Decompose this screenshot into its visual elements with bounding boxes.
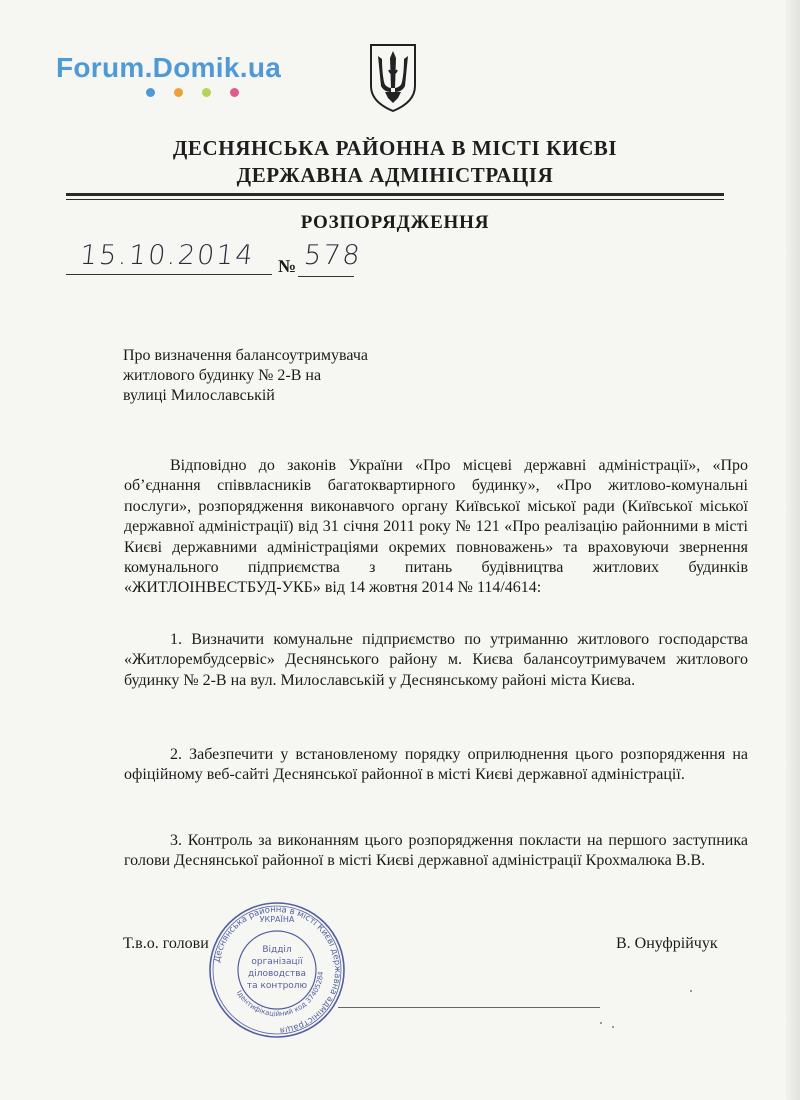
stamp-center-line-2: організації — [251, 957, 303, 967]
header-divider-thin — [66, 199, 724, 200]
scan-speck — [690, 990, 692, 992]
signatory-name: В. Онуфрійчук — [616, 935, 718, 952]
order-item-3 — [124, 831, 748, 872]
document-number: 578 — [302, 240, 364, 271]
watermark-dot-green — [202, 88, 211, 97]
document-type-title: РОЗПОРЯДЖЕННЯ — [300, 212, 490, 233]
order-item-3-text: 3. Контроль за виконанням цього розпорядження покласти на першого заступника голови Деснянської районної в місті Києві державної адміністрації Крохмалюка В.В. — [124, 832, 748, 870]
stamp-center-line-3: діловодства — [247, 969, 307, 979]
scan-speck — [600, 1022, 602, 1024]
document-date: 15.10.2014 — [78, 240, 257, 271]
signature-line — [338, 1007, 600, 1008]
number-sign: № — [278, 256, 297, 276]
stamp-center-line-1: Відділ — [262, 945, 292, 955]
stamp-outer-ring-text: Деснянська районна в місті Києві державна адміністрація — [212, 904, 343, 1035]
stamp-top-text: УКРАЇНА — [259, 915, 295, 924]
organization-name-line1: ДЕСНЯНСЬКА РАЙОННА В МІСТІ КИЄВІ — [172, 136, 618, 160]
preamble-text: Відповідно до законів України «Про місцеві державні адміністрації», «Про об’єднання співвласників багатоквартирного будинку», «Про житлово-комунальні послуги», розпорядження виконавчого органу Київської міської ради (Київської міської державної адміністрації) від 31 січня 2011 року № 121 «Про реалізацію районними в місті Києві державними адміністраціями окремих повноважень» та враховуючи звернення комунального підприємства з питань будівництва житлових будинків «ЖИТЛОІНВЕСТБУД-УКБ» від 14 жовтня 2014 № 114/4614: — [124, 457, 748, 597]
official-stamp — [207, 900, 347, 1040]
watermark-dot-orange — [174, 88, 183, 97]
organization-name-line2: ДЕРЖАВНА АДМІНІСТРАЦІЯ — [236, 163, 554, 187]
order-item-1 — [124, 630, 748, 691]
watermark-dot-pink — [230, 88, 239, 97]
ukraine-trident-icon — [368, 42, 418, 114]
watermark-dots — [144, 88, 254, 100]
signatory-position: Т.в.о. голови — [123, 935, 209, 952]
watermark-dot-blue — [146, 88, 155, 97]
scan-edge-shadow — [786, 0, 800, 1100]
subject-line-1: Про визначення балансоутримувача — [123, 347, 368, 364]
scan-speck — [612, 1026, 614, 1028]
header-divider-thick — [66, 193, 724, 196]
watermark-logo — [56, 52, 281, 84]
date-underline — [66, 274, 272, 275]
number-underline — [298, 276, 354, 277]
watermark-text: Forum.Domik.ua — [56, 52, 282, 83]
document-subject — [123, 346, 368, 406]
subject-line-2: житлового будинку № 2-В на — [123, 367, 322, 384]
order-item-2 — [124, 745, 748, 786]
preamble-paragraph — [124, 456, 748, 599]
order-item-1-text: 1. Визначити комунальне підприємство по утриманню житлового господарства «Житлорембудсервіс» Деснянського району м. Києва балансоутримувачем житлового будинку № 2-В на вул. Милославській у Деснянському районі міста Києва. — [124, 631, 748, 689]
stamp-inner-ring-text: Ідентифікаційний код 37405284 — [234, 971, 326, 1019]
order-item-2-text: 2. Забезпечити у встановленому порядку оприлюднення цього розпорядження на офіційному веб-сайті Деснянської районної в місті Києві державної адміністрації. — [124, 746, 748, 784]
stamp-center-line-4: та контролю — [246, 981, 308, 991]
subject-line-3: вулиці Милославській — [123, 387, 275, 404]
